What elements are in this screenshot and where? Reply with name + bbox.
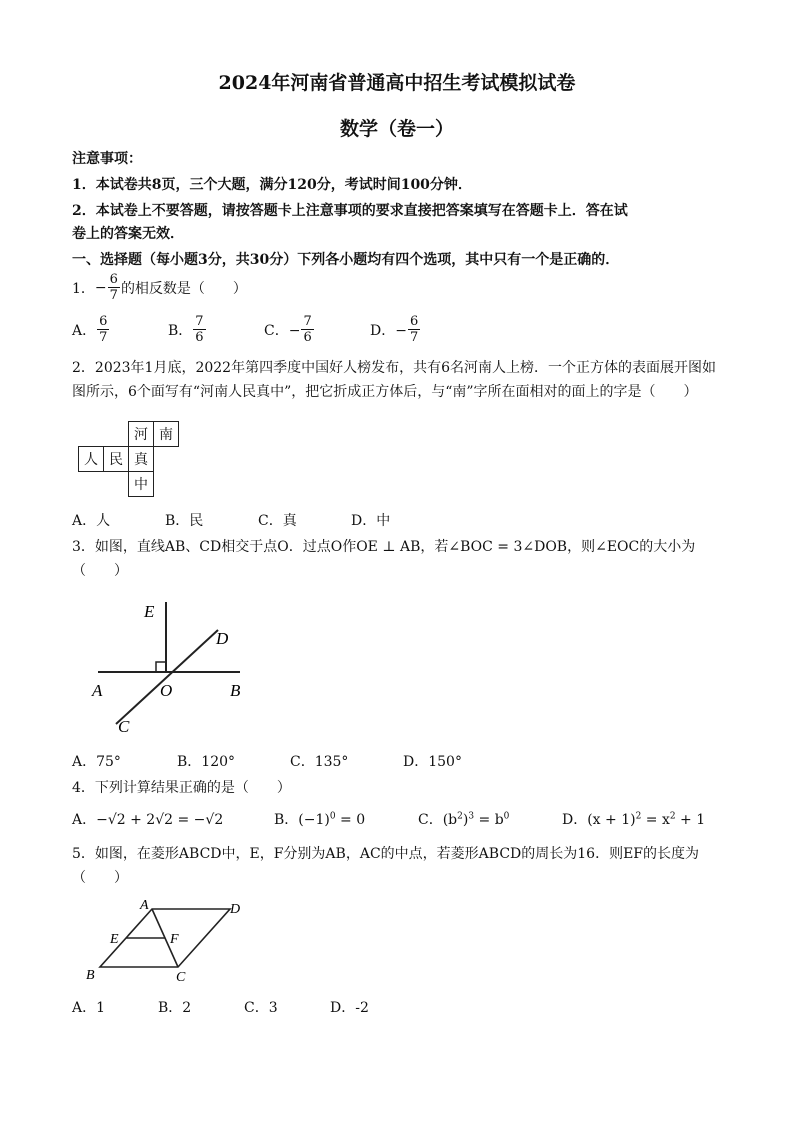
q5-option-a: A．1 (72, 1000, 106, 1016)
exam-title: 2024年河南省普通高中招生考试模拟试卷 (218, 72, 576, 94)
q1-option-c-den: 6 (303, 330, 312, 345)
q1-option-d (370, 314, 421, 345)
q1-fraction-denominator: 7 (109, 288, 118, 303)
question-1-options (72, 314, 421, 345)
exam-subtitle: 数学（卷一） (339, 118, 454, 140)
q3-option-b: B．120° (177, 754, 236, 770)
label-e: E (144, 602, 155, 621)
label-d: D (216, 629, 229, 648)
label-a: A (140, 898, 149, 913)
q1-option-a-fraction (97, 314, 109, 345)
q2-option-a: A．人 (72, 513, 111, 529)
question-5-line1: 5．如图，在菱形ABCD中，E，F分别为AB，AC的中点，若菱形ABCD的周长为16．则EF的长度为 (72, 846, 699, 862)
label-b: B (86, 968, 95, 983)
notice-item-2-line1: 2．本试卷上不要答题，请按答题卡上注意事项的要求直接把答案填写在答题卡上．答在试 (72, 203, 628, 219)
label-c: C (118, 717, 130, 736)
q1-option-a-label: A． (72, 322, 97, 339)
question-3-line1: 3．如图，直线AB、CD相交于点O．过点O作OE ⊥ AB，若∠BOC = 3∠DOB，则∠EOC的大小为 (72, 539, 696, 555)
q1-option-b-fraction (193, 314, 205, 345)
q5-option-b: B．2 (158, 1000, 192, 1016)
q3-option-d: D．150° (403, 754, 462, 770)
q4-option-d-base: D．(x + 1) (562, 812, 636, 828)
q1-option-a (72, 314, 168, 345)
q1-option-b-num: 7 (195, 314, 204, 329)
q1-option-c-fraction (301, 314, 313, 345)
net-cell-nan: 南 (154, 422, 179, 447)
cube-net-figure (78, 421, 179, 497)
net-cell-min: 民 (104, 447, 129, 472)
q4-option-c-base: C．(b (418, 812, 458, 828)
net-empty (79, 422, 104, 447)
notice-item-2-line2: 卷上的答案无效． (72, 226, 184, 242)
q1-stem-tail: 的相反数是（ ） (120, 280, 247, 297)
q1-option-c-num: 7 (303, 314, 312, 329)
label-b: B (230, 681, 241, 700)
q1-option-d-label: D．− (370, 322, 407, 339)
question-2-line2: 图所示，6个面写有“河南人民真中”，把它折成正方体后，与“南”字所在面相对的面上的字是（ ） (72, 384, 698, 400)
q1-option-b-den: 6 (195, 330, 204, 345)
q4-option-b-base: B．(−1) (274, 812, 330, 828)
q2-option-b: B．民 (165, 513, 204, 529)
net-empty (104, 422, 129, 447)
label-c: C (176, 970, 186, 985)
q1-option-a-den: 7 (99, 330, 108, 345)
label-o: O (160, 681, 173, 700)
net-empty (154, 472, 179, 497)
notice-item-1: 1．本试卷共8页，三个大题，满分120分，考试时间100分钟． (72, 177, 472, 193)
q4-option-d-rhs: = x (641, 812, 670, 828)
q1-option-d-fraction (408, 314, 420, 345)
q4-option-d-tail: + 1 (675, 812, 706, 828)
q2-option-c: C．真 (258, 513, 297, 529)
q5-rhombus-figure (80, 895, 260, 987)
q4-option-c-rhs: = b (474, 812, 504, 828)
net-cell-he: 河 (129, 422, 154, 447)
q3-option-a: A．75° (72, 754, 121, 770)
q1-option-b (168, 314, 264, 345)
q4-option-d-exp: 2 (635, 811, 642, 822)
q1-option-d-num: 6 (409, 314, 419, 329)
net-cell-ren: 人 (79, 447, 104, 472)
net-empty (79, 472, 104, 497)
q4-option-c-exp1: 2 (457, 811, 463, 822)
q1-number: 1． (72, 280, 95, 297)
q1-option-c (264, 314, 370, 345)
label-d: D (230, 902, 241, 917)
net-empty (104, 472, 129, 497)
question-2-line1: 2．2023年1月底，2022年第四季度中国好人榜发布，共有6名河南人上榜．一个正方体的表面展开图如 (72, 360, 716, 376)
label-a: A (92, 681, 103, 700)
q4-option-d-exp2: 2 (669, 811, 676, 822)
q3-geometry-figure (80, 592, 260, 742)
net-cell-zhen: 真 (129, 447, 154, 472)
q4-option-a: A．−√2 + 2√2 = −√2 (72, 812, 224, 828)
q1-option-c-label: C．− (264, 322, 301, 339)
net-cell-zhong: 中 (129, 472, 154, 497)
q1-fraction-numerator: 6 (109, 272, 118, 287)
q1-option-d-den: 7 (409, 330, 419, 345)
question-1-stem (72, 272, 247, 303)
q4-option-b (274, 809, 365, 829)
net-empty (154, 447, 179, 472)
section-heading: 一、选择题（每小题3分，共30分）下列各小题均有四个选项，其中只有一个是正确的． (72, 252, 620, 268)
q1-fraction (108, 272, 120, 303)
question-5-line2: （ ） (72, 870, 128, 886)
q5-option-d: D．-2 (330, 1000, 369, 1016)
q4-option-c-exp2: 3 (468, 811, 475, 822)
q1-option-b-label: B． (168, 322, 193, 339)
right-angle-mark (156, 662, 166, 672)
notice-heading: 注意事项： (72, 151, 142, 167)
q5-option-c: C．3 (244, 1000, 278, 1016)
question-4-stem: 4．下列计算结果正确的是（ ） (72, 780, 291, 796)
q4-option-c (418, 809, 509, 829)
q4-option-b-exp: 0 (329, 811, 336, 822)
label-f: F (170, 932, 179, 947)
q4-option-b-rhs: = 0 (335, 812, 366, 828)
q4-option-d (562, 809, 705, 829)
q4-option-c-exp3: 0 (503, 811, 510, 822)
q1-minus: − (94, 279, 107, 296)
label-e: E (110, 932, 119, 947)
q4-option-c-close: ) (462, 812, 469, 828)
question-3-line2: （ ） (72, 563, 128, 579)
q3-option-c: C．135° (290, 754, 349, 770)
q1-option-a-num: 6 (99, 314, 108, 329)
q2-option-d: D．中 (351, 513, 391, 529)
